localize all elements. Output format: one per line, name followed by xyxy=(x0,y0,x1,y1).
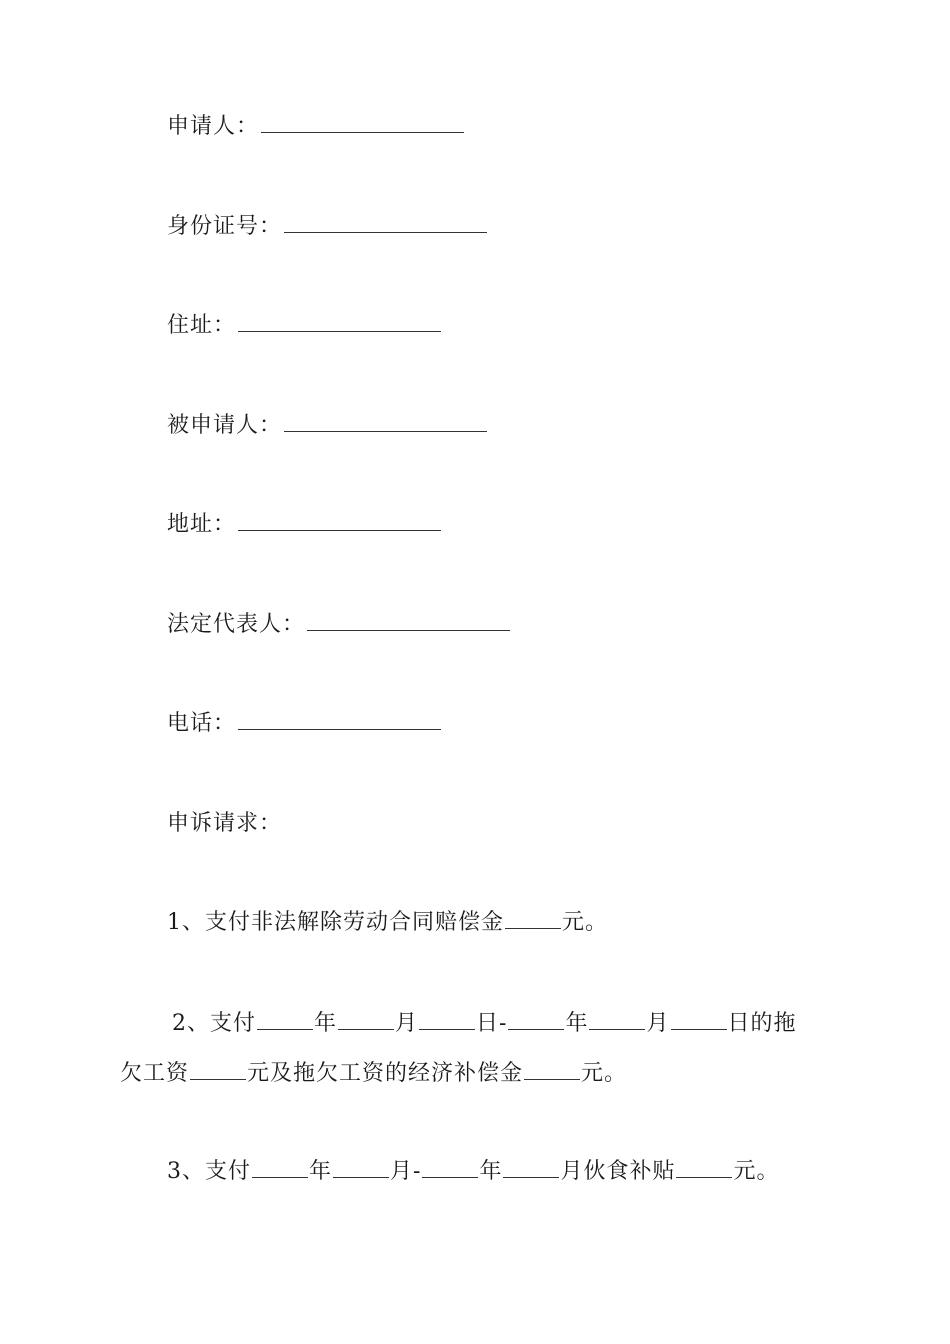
claim-2-day2-tail: 日的拖 xyxy=(727,1011,797,1036)
claim-1-prefix: 1、支付非法解除劳动合同赔偿金 xyxy=(167,910,504,935)
id-number-blank[interactable] xyxy=(284,214,487,233)
respondent-address-blank[interactable] xyxy=(238,512,441,531)
claim-2-year2-blank[interactable] xyxy=(508,1011,564,1030)
claim-3-year2: 年 xyxy=(479,1159,503,1184)
claim-2-line2-start: 欠工资 xyxy=(120,1061,190,1086)
claim-2-month2: 月 xyxy=(646,1011,670,1036)
legal-rep-row xyxy=(167,610,510,640)
claim-3-month1: 月- xyxy=(390,1159,422,1184)
claim-1-suffix: 元。 xyxy=(562,910,609,935)
phone-label: 电话： xyxy=(167,711,237,736)
applicant-label: 申请人： xyxy=(167,114,260,139)
claim-2-month1: 月 xyxy=(395,1011,419,1036)
claim-3-year1: 年 xyxy=(309,1159,333,1184)
claim-2-line-2 xyxy=(120,1059,627,1089)
claim-3-amount-blank[interactable] xyxy=(676,1159,732,1178)
applicant-row xyxy=(167,112,464,142)
claim-3-month1-blank[interactable] xyxy=(333,1159,389,1178)
claim-2-line2-end: 元。 xyxy=(581,1061,628,1086)
claim-1 xyxy=(167,908,608,938)
claim-2-month2-blank[interactable] xyxy=(589,1011,645,1030)
claim-3-suffix: 元。 xyxy=(733,1159,780,1184)
claim-3-month2: 月伙食补贴 xyxy=(560,1159,676,1184)
address-label: 住址： xyxy=(167,313,237,338)
claim-2-day1: 日- xyxy=(476,1011,508,1036)
respondent-label: 被申请人： xyxy=(167,413,283,438)
id-number-label: 身份证号： xyxy=(167,214,283,239)
respondent-row xyxy=(167,411,487,441)
claim-2-compensation-blank[interactable] xyxy=(524,1061,580,1080)
claim-2-prefix: 2、支付 xyxy=(172,1011,256,1036)
claim-2-wage-blank[interactable] xyxy=(190,1061,246,1080)
claim-2-line-1 xyxy=(172,1009,797,1039)
legal-rep-label: 法定代表人： xyxy=(167,612,306,637)
claim-2-year2: 年 xyxy=(565,1011,589,1036)
claims-heading xyxy=(167,809,282,839)
address-blank[interactable] xyxy=(238,313,441,332)
claim-2-year1: 年 xyxy=(314,1011,338,1036)
claims-heading-text: 申诉请求： xyxy=(167,811,283,836)
applicant-blank[interactable] xyxy=(261,114,464,133)
respondent-address-row xyxy=(167,510,441,540)
claim-3-prefix: 3、支付 xyxy=(167,1159,251,1184)
claim-2-day2-blank[interactable] xyxy=(671,1011,727,1030)
address-row xyxy=(167,311,441,341)
claim-3-month2-blank[interactable] xyxy=(503,1159,559,1178)
claim-3-year2-blank[interactable] xyxy=(422,1159,478,1178)
phone-blank[interactable] xyxy=(238,711,441,730)
claim-1-amount-blank[interactable] xyxy=(505,910,561,929)
claim-2-day1-blank[interactable] xyxy=(419,1011,475,1030)
claim-2-line2-mid: 元及拖欠工资的经济补偿金 xyxy=(247,1061,524,1086)
respondent-address-label: 地址： xyxy=(167,512,237,537)
phone-row xyxy=(167,709,441,739)
claim-3 xyxy=(167,1157,780,1187)
id-number-row xyxy=(167,212,487,242)
legal-rep-blank[interactable] xyxy=(307,612,510,631)
claim-3-year1-blank[interactable] xyxy=(252,1159,308,1178)
claim-2-month1-blank[interactable] xyxy=(338,1011,394,1030)
respondent-blank[interactable] xyxy=(284,413,487,432)
claim-2-year1-blank[interactable] xyxy=(257,1011,313,1030)
